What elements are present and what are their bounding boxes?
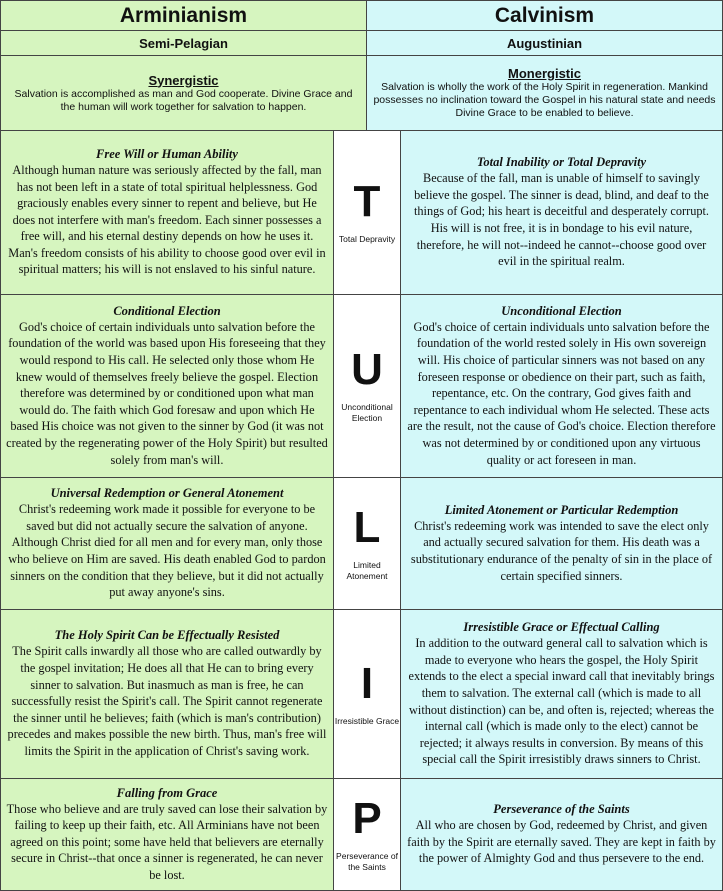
tulip-letter-t: T [353,177,381,226]
arminian-title-i: The Holy Spirit Can be Effectually Resisted [54,628,280,643]
calvinist-text-t: Because of the fall, man is unable of himself to savingly believe the gospel. The sinner is dead, blind, and deaf to the things of God; his heart is deceitful and desperately corrupt. His will is not free, it is in bondage to his evil nature, therefore, he will not--indeed he cannot--choose good over evil in the spiritual realm. [413,171,710,269]
calvinist-text-i: In addition to the outward general call to salvation which is made to everyone who hears the gospel, the Holy Spirit extends to the elect a special inward call that inevitably brings them to salvation. The external call (which is made to all without distinction) can be, and often is, rejected; whereas the internal call (which is made only to the elect) cannot be rejected; it always results in conversion. By means of this special call the Spirit irresistibly draws sinners to Christ. [408,636,715,767]
arminian-cell-l [0,477,334,610]
arminian-text-t: Although human nature was seriously affected by the fall, man has not been left in a state of total spiritual helplessness. God graciously enables every sinner to repent and believe, but He does not interfere with man's freedom. Each sinner possesses a free will, and his eternal destiny depends on how he uses it. Man's freedom consists of his ability to choose good over evil in spiritual matters; his will is not enslaved to his sinful nature. [8,162,326,277]
monergistic-cell [366,55,723,131]
calvinist-text-l: Christ's redeeming work was intended to save the elect only and actually secured salvation for them. His death was a substitutionary endurance of the penalty of sin in the place of certain specified sinners. [410,518,713,583]
tulip-label-p: Perseverance of the Saints [336,850,398,872]
calvinist-cell-u [400,294,723,478]
arminian-text-p: Those who believe and are truly saved can lose their salvation by failing to keep up their faith, etc. All Arminians have not been agreed on this point; some have held that believers are eternally secure in Christ--that once a sinner is regenerated, he can never be lost. [6,801,328,882]
monergistic-term: Monergistic [508,66,581,81]
calvinist-title-l: Limited Atonement or Particular Redemption [444,502,679,517]
calvinist-title-i: Irresistible Grace or Effectual Calling [463,620,660,635]
calvinist-cell-l [400,477,723,610]
arminianism-title: Arminianism [119,3,248,27]
tulip-label-l: Limited Atonement [346,559,388,581]
monergistic-text: Salvation is wholly the work of the Holy Spirit in regeneration. Mankind possesses no inclination toward the Gospel in his natural state and needs Divine Grace to be enabled to believe. [373,81,716,119]
arminian-title-l: Universal Redemption or General Atonement [50,486,284,501]
arminian-title-p: Falling from Grace [116,785,218,800]
tulip-label-t: Total Depravity [338,234,396,244]
tulip-label-i: Irresistible Grace [334,715,400,726]
arminian-text-u: God's choice of certain individuals unto salvation before the foundation of the world was based upon His foreseeing that they would respond to His call. He selected only those whom He knew would of themselves freely believe the gospel. Election therefore was determined by or conditioned upon what man would do. The faith which God foresaw and upon which He based His choice was not given to the sinner by God (it was not created by the regenerating power of the Holy Spirit) but resulted solely from man's will. [6,319,328,467]
calvinism-header [366,0,723,31]
arminian-cell-t [0,130,334,295]
arminian-title-u: Conditional Election [113,303,221,318]
tulip-cell-u [333,294,401,478]
arminian-cell-i [0,609,334,779]
arminianism-header [0,0,367,31]
arminian-title-t: Free Will or Human Ability [96,146,238,161]
tulip-cell-i [333,609,401,779]
tulip-cell-p [333,778,401,891]
arminian-cell-u [0,294,334,478]
synergistic-cell [0,55,367,131]
synergistic-text: Salvation is accomplished as man and God cooperate. Divine Grace and the human will work together for salvation to happen. [14,87,353,113]
tulip-cell-l [333,477,401,610]
calvinist-text-p: All who are chosen by God, redeemed by Christ, and given faith by the Spirit are eternally saved. They are kept in faith by the power of Almighty God and thus persevere to the end. [407,818,716,866]
calvinist-title-u: Unconditional Election [501,303,622,318]
calvinist-title-p: Perseverance of the Saints [493,802,630,817]
augustinian-header [366,30,723,56]
tulip-cell-t [333,130,401,295]
calvinist-cell-t [400,130,723,295]
semi-pelagian-header [0,30,367,56]
calvinist-text-u: God's choice of certain individuals unto salvation before the foundation of the world rested solely in His own sovereign will. His choice of particular sinners was not based on any foreseen response or obedience on their part, such as faith, repentance, etc. On the contrary, God gives faith and repentance to each individual whom He selected. These acts are the result, not the cause of God's choice. Election therefore was not determined by or conditioned upon any virtuous quality or act foreseen in man. [407,319,716,467]
tulip-letter-u: U [351,345,383,394]
calvinist-title-t: Total Inability or Total Depravity [476,155,647,170]
tulip-letter-i: I [360,658,374,708]
arminian-text-i: The Spirit calls inwardly all those who are called outwardly by the gospel invitation; He does all that He can to bring every sinner to salvation. But inasmuch as man is free, he can successfully resist the Spirit's call. The Spirit cannot regenerate the sinner until he believes; faith (which is man's contribution) precedes and makes possible the new birth. Thus, man's free will limits the Spirit in the application of Christ's saving work. [7,644,327,758]
tulip-letter-l: L [353,502,381,552]
arminian-cell-p [0,778,334,891]
tulip-letter-p: P [352,793,382,843]
calvinist-cell-i [400,609,723,779]
semi-pelagian-label: Semi-Pelagian [139,35,228,51]
synergistic-term: Synergistic [148,72,219,88]
calvinism-title: Calvinism [494,3,595,27]
augustinian-label: Augustinian [506,35,583,51]
arminian-text-l: Christ's redeeming work made it possible for everyone to be saved but did not actually secure the salvation of anyone. Although Christ died for all men and for every man, only those who believe on Him are saved. His death enabled God to pardon sinners on the condition that they believe, but it did not actually put away anyone's sins. [8,502,326,600]
tulip-label-u: Unconditional Election [341,402,393,423]
calvinist-cell-p [400,778,723,891]
